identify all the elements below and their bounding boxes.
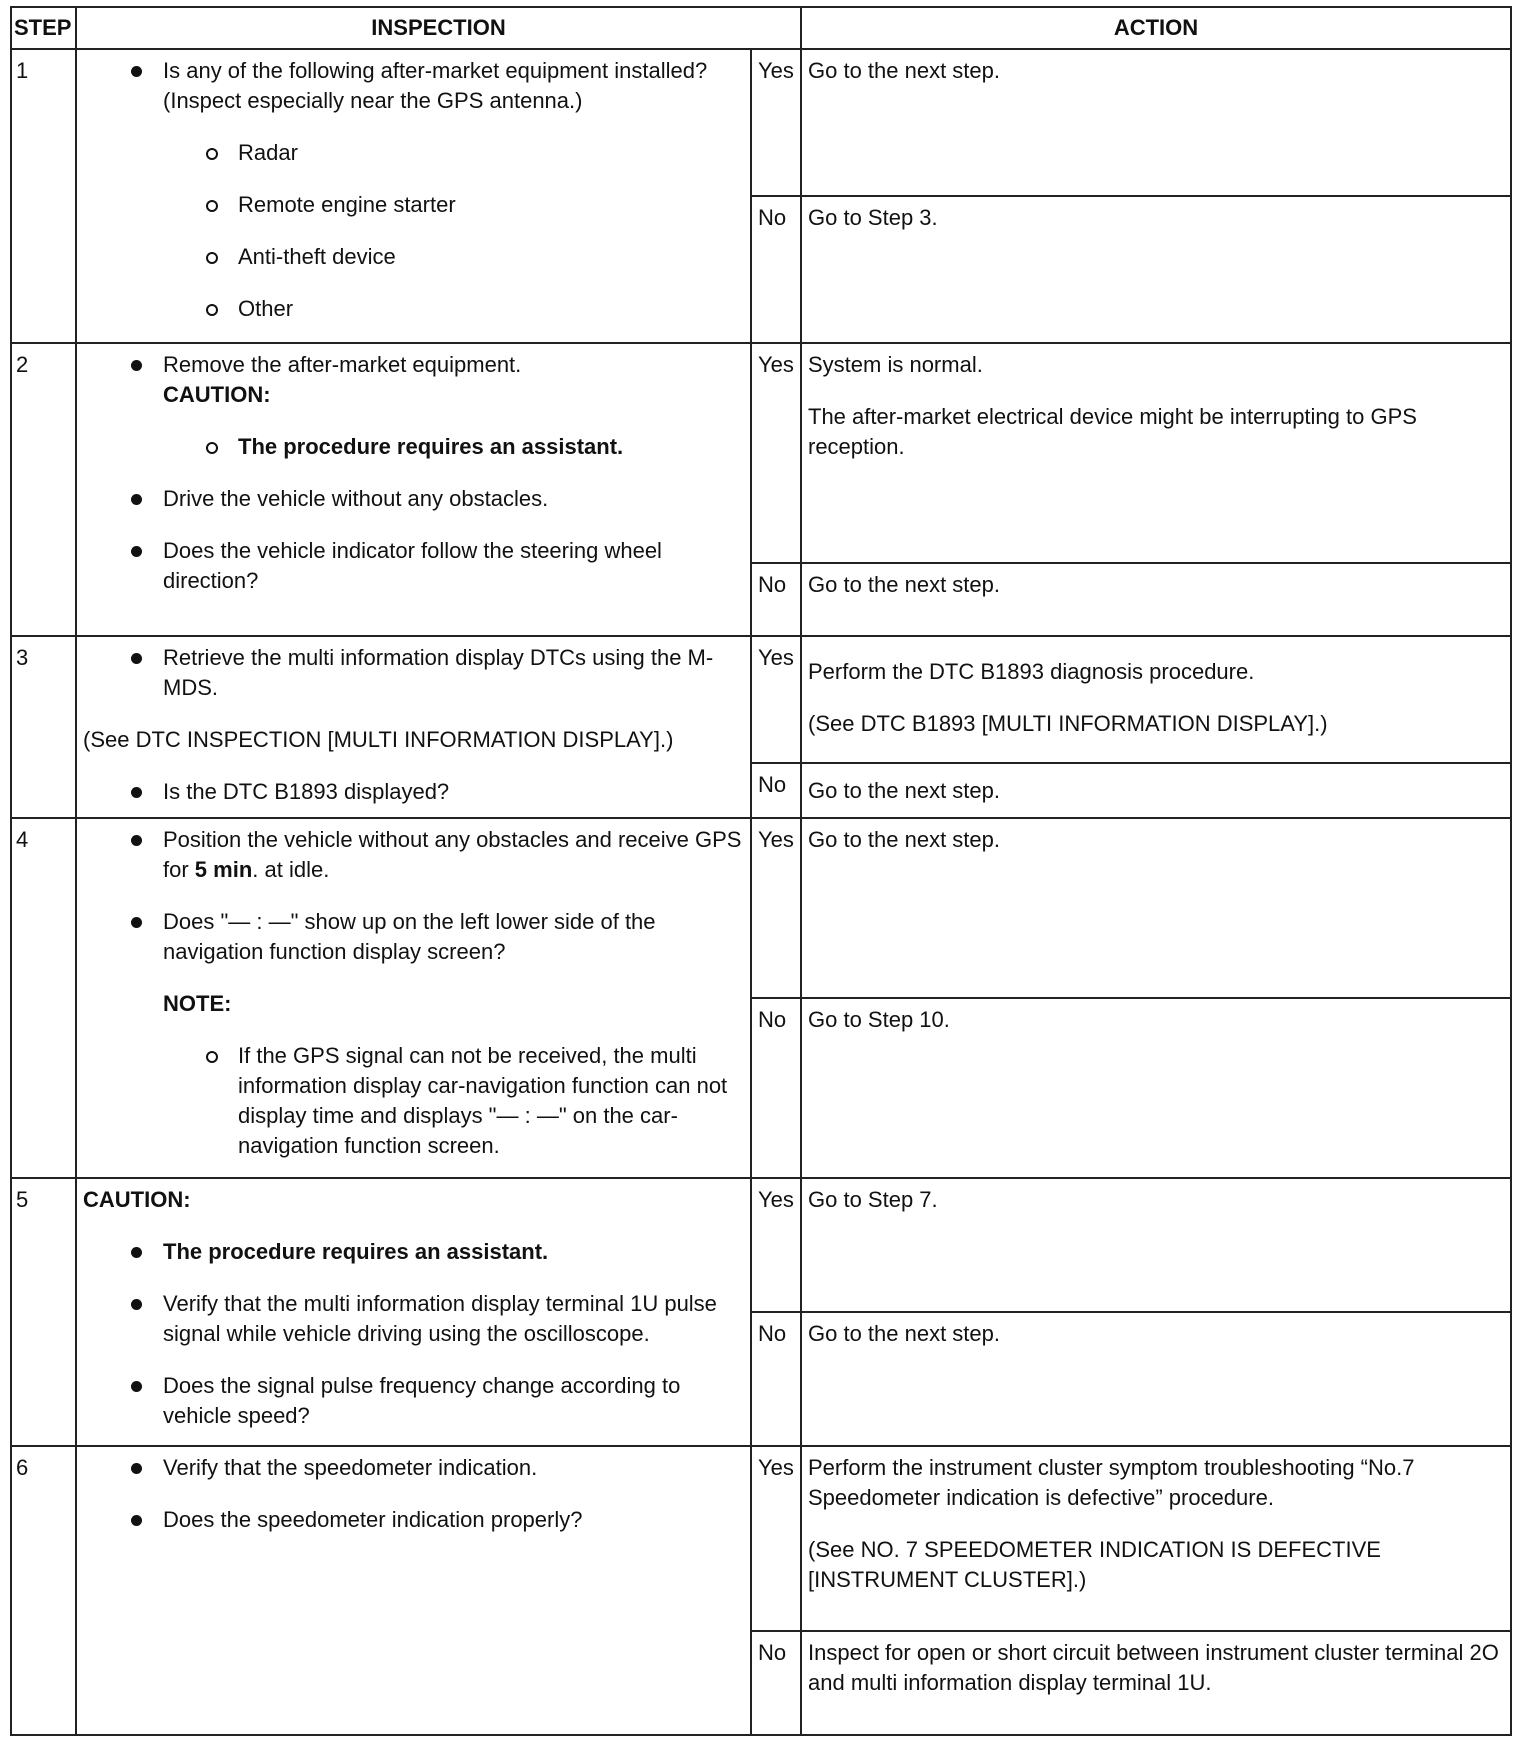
sub-bullet: Anti-theft device (83, 242, 744, 272)
inspection-bullet (83, 825, 744, 885)
action-yes (801, 1446, 1511, 1631)
action-no: Go to the next step. (801, 563, 1511, 636)
step-5-yes-row (11, 1178, 1511, 1312)
caution-heading: CAUTION: (83, 1187, 191, 1212)
no-label: No (751, 563, 801, 636)
sub-bullet: Remote engine starter (83, 190, 744, 220)
step-number: 3 (11, 636, 76, 818)
inspection-cell (76, 343, 751, 636)
step-6-yes-row (11, 1446, 1511, 1631)
note-heading: NOTE: (163, 991, 232, 1016)
no-label: No (751, 1631, 801, 1735)
action-no: Go to Step 3. (801, 196, 1511, 343)
no-label: No (751, 1312, 801, 1446)
inspection-bullet: Verify that the multi information display terminal 1U pulse signal while vehicle driving using the oscilloscope. (83, 1289, 744, 1349)
action-yes: Go to Step 7. (801, 1178, 1511, 1312)
inspection-cell (76, 818, 751, 1178)
action-text: Perform the instrument cluster symptom troubleshooting “No.7 Speedometer indication is defective” procedure. (808, 1455, 1415, 1510)
troubleshooting-document (10, 6, 1510, 1736)
troubleshooting-table (10, 6, 1512, 1736)
action-no: Go to the next step. (801, 763, 1511, 818)
inspection-bullet: Retrieve the multi information display DTCs using the M-MDS. (83, 643, 744, 703)
action-text: System is normal. (808, 352, 983, 377)
caution-item: The procedure requires an assistant. (83, 1237, 744, 1267)
inspection-bullet: Does "— : —" show up on the left lower side of the navigation function display screen? (83, 907, 744, 967)
action-header: ACTION (801, 7, 1511, 49)
no-label: No (751, 196, 801, 343)
action-no: Go to Step 10. (801, 998, 1511, 1178)
sub-bullet: Radar (83, 138, 744, 168)
step-number: 4 (11, 818, 76, 1178)
action-text: (See DTC B1893 [MULTI INFORMATION DISPLAY].) (808, 711, 1328, 736)
yes-label: Yes (751, 343, 801, 563)
action-yes (801, 636, 1511, 763)
inspection-bullet: Does the signal pulse frequency change according to vehicle speed? (83, 1371, 744, 1431)
inspection-bullet: Drive the vehicle without any obstacles. (83, 484, 744, 514)
duration-value: 5 min (194, 857, 253, 882)
header-row (11, 7, 1511, 49)
action-text: (See NO. 7 SPEEDOMETER INDICATION IS DEFECTIVE [INSTRUMENT CLUSTER].) (808, 1537, 1381, 1592)
inspection-text: Position the vehicle without any obstacles and receive GPS for (163, 827, 742, 882)
step-number: 1 (11, 49, 76, 343)
no-label: No (751, 998, 801, 1178)
step-number: 6 (11, 1446, 76, 1735)
inspection-header: INSPECTION (76, 7, 801, 49)
see-reference: (See DTC INSPECTION [MULTI INFORMATION DISPLAY].) (83, 727, 674, 752)
step-number: 2 (11, 343, 76, 636)
note-item: If the GPS signal can not be received, the multi information display car-navigation function can not display time and displays "— : —" on the car-navigation function screen. (83, 1041, 744, 1161)
action-text: Perform the DTC B1893 diagnosis procedure. (808, 659, 1255, 684)
action-yes (801, 343, 1511, 563)
inspection-bullet: Is the DTC B1893 displayed? (83, 777, 744, 807)
caution-heading: CAUTION: (163, 382, 271, 407)
yes-label: Yes (751, 1446, 801, 1631)
no-label: No (751, 763, 801, 818)
action-yes: Go to the next step. (801, 49, 1511, 196)
yes-label: Yes (751, 818, 801, 998)
inspection-cell (76, 49, 751, 343)
inspection-bullet: Does the vehicle indicator follow the steering wheel direction? (83, 536, 744, 596)
inspection-cell (76, 1178, 751, 1446)
step-3-yes-row (11, 636, 1511, 763)
yes-label: Yes (751, 49, 801, 196)
step-2-yes-row (11, 343, 1511, 563)
yes-label: Yes (751, 1178, 801, 1312)
action-yes: Go to the next step. (801, 818, 1511, 998)
step-header: STEP (11, 7, 76, 49)
inspection-bullet: Does the speedometer indication properly? (83, 1505, 744, 1535)
sub-bullet: Other (83, 294, 744, 324)
inspection-cell (76, 636, 751, 818)
inspection-text: . at idle. (252, 857, 330, 882)
action-no: Inspect for open or short circuit between instrument cluster terminal 2O and multi information display terminal 1U. (801, 1631, 1511, 1735)
action-no: Go to the next step. (801, 1312, 1511, 1446)
step-4-yes-row (11, 818, 1511, 998)
inspection-bullet: Verify that the speedometer indication. (83, 1453, 744, 1483)
step-1-yes-row (11, 49, 1511, 196)
action-text: The after-market electrical device might be interrupting to GPS reception. (808, 404, 1417, 459)
caution-item: The procedure requires an assistant. (83, 432, 744, 462)
inspection-cell (76, 1446, 751, 1735)
yes-label: Yes (751, 636, 801, 763)
inspection-bullet: Remove the after-market equipment. (83, 350, 744, 380)
step-number: 5 (11, 1178, 76, 1446)
inspection-bullet: Is any of the following after-market equipment installed? (Inspect especially near the GPS antenna.) (83, 56, 744, 116)
